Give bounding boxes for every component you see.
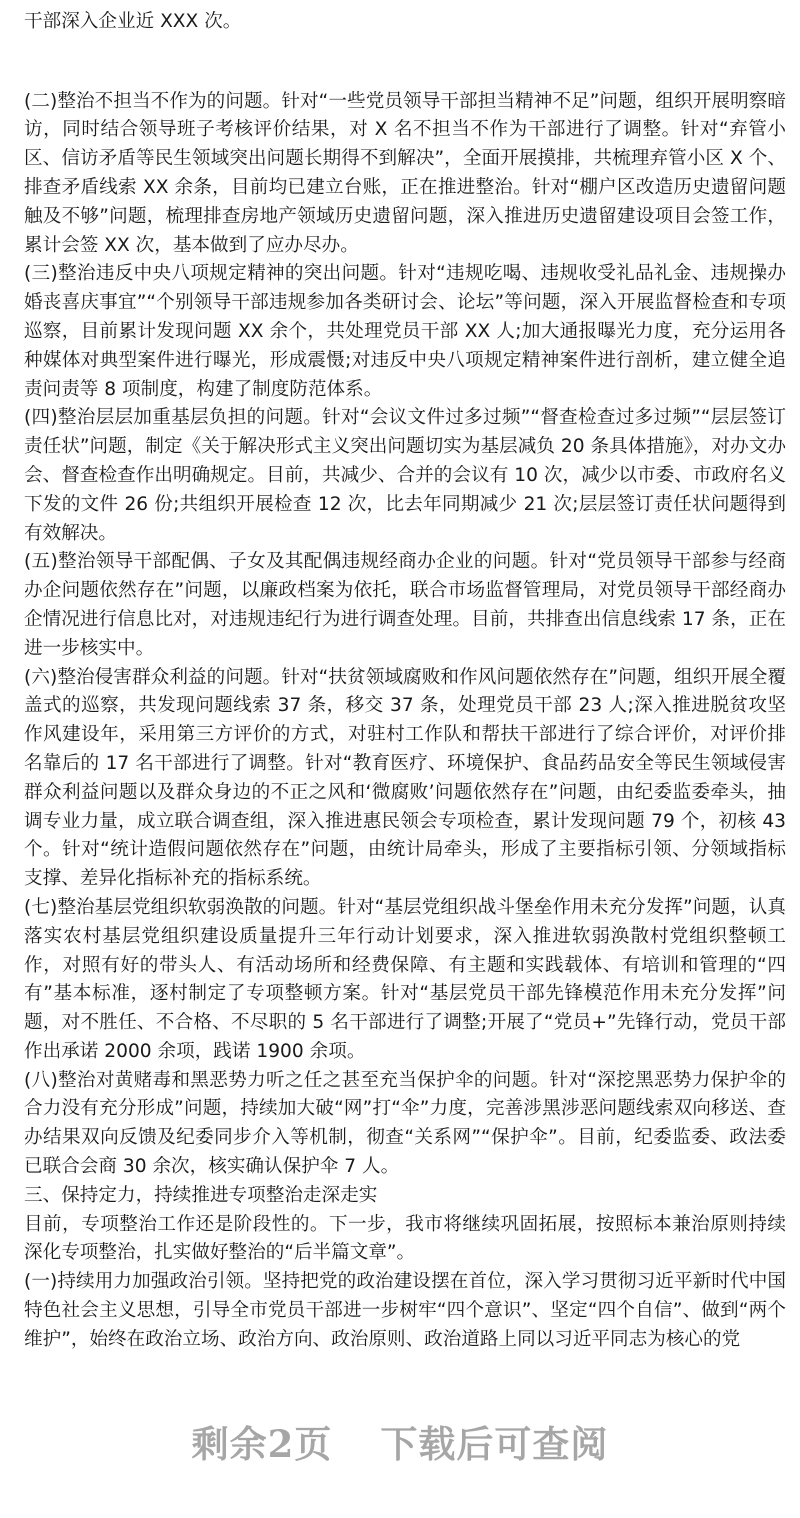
- paragraph-8: (八)整治对黄赌毒和黑恶势力听之任之甚至充当保护伞的问题。针对“深挖黑恶势力保护伞的合力没有充分形成”问题，持续加大破“网”打“伞”力度，完善涉黑涉恶问题线索双向移送、查办结果双向反馈及纪委同步介入等机制，彻查“关系网”“保护伞”。目前，纪委监委、政法委已联合会商 30 余次，核实确认保护伞 7 人。: [24, 1069, 786, 1178]
- download-to-read-more-button[interactable]: [0, 1414, 800, 1468]
- download-label: 下载后可查阅: [380, 1422, 609, 1466]
- paragraph-section-3-intro: 目前，专项整治工作还是阶段性的。下一步，我市将继续巩固拓展，按照标本兼治原则持续深化专项整治，扎实做好整治的“后半篇文章”。: [24, 1213, 786, 1264]
- paragraph-6: (六)整治侵害群众利益的问题。针对“扶贫领域腐败和作风问题依然存在”问题，组织开展全覆盖式的巡察，共发现问题线索 37 条，移交 37 条，处理党员干部 23 人;深入推进脱贫攻坚作风建设年，采用第三方评价的方式，对驻村工作队和帮扶干部进行了综合评价，对评价排名靠后的 17 名干部进行了调整。针对“教育医疗、环境保护、食品药品安全等民生领域侵害群众利益问题以及群众身边的不正之风和‘微腐败’问题依然存在”问题，由纪委监委牵头，抽调专业力量，成立联合调查组，深入推进惠民领会专项检查，累计发现问题 79 个，初核 43 个。针对“统计造假问题依然存在”问题，由统计局牵头，形成了主要指标引领、分领域指标支撑、差异化指标补充的指标系统。: [24, 666, 786, 890]
- paragraph-section-3-1: (一)持续用力加强政治引领。坚持把党的政治建设摆在首位，深入学习贯彻习近平新时代中国特色社会主义思想，引导全市党员干部进一步树牢“四个意识”、坚定“四个自信”、做到“两个维护”，始终在政治立场、政治方向、政治原则、政治道路上同以习近平同志为核心的党: [24, 1271, 786, 1350]
- section-heading-3: 三、保持定力，持续推进专项整治走深走实: [24, 1184, 378, 1206]
- remaining-pages-label: 剩余2页: [191, 1422, 333, 1466]
- paragraph-3: (三)整治违反中央八项规定精神的突出问题。针对“违规吃喝、违规收受礼品礼金、违规操办婚丧喜庆事宜”“个别领导干部违规参加各类研讨会、论坛”等问题，深入开展监督检查和专项巡察，目前累计发现问题 XX 余个，共处理党员干部 XX 人;加大通报曝光力度，充分运用各种媒体对典型案件进行曝光，形成震慑;对违反中央八项规定精神案件进行剖析，建立健全追责问责等 8 项制度，构建了制度防范体系。: [24, 263, 786, 400]
- paragraph-2: (二)整治不担当不作为的问题。针对“一些党员领导干部担当精神不足”问题，组织开展明察暗访，同时结合领导班子考核评价结果，对 X 名不担当不作为干部进行了调整。针对“弃管小区、信访矛盾等民生领域突出问题长期得不到解决”，全面开展摸排，共梳理弃管小区 X 个、排查矛盾线索 XX 余条，目前均已建立台账，正在推进整治。针对“棚户区改造历史遗留问题触及不够”问题，梳理排查房地产领域历史遗留问题，深入推进历史遗留建设项目会签工作，累计会签 XX 次，基本做到了应办尽办。: [24, 90, 786, 256]
- paragraph-5: (五)整治领导干部配偶、子女及其配偶违规经商办企业的问题。针对“党员领导干部参与经商办企问题依然存在”问题，以廉政档案为依托，联合市场监督管理局，对党员领导干部经商办企情况进行信息比对，对违规违纪行为进行调查处理。目前，共排查出信息线索 17 条，正在进一步核实中。: [24, 551, 786, 659]
- paragraph-intro-tail: 干部深入企业近 XXX 次。: [24, 10, 242, 32]
- paragraph-7: (七)整治基层党组织软弱涣散的问题。针对“基层党组织战斗堡垒作用未充分发挥”问题，认真落实农村基层党组织建设质量提升三年行动计划要求，深入推进软弱涣散村党组织整顿工作，对照有好的带头人、有活动场所和经费保障、有主题和实践载体、有培训和管理的“四有”基本标准，逐村制定了专项整顿方案。针对“基层党员干部先锋模范作用未充分发挥”问题，对不胜任、不合格、不尽职的 5 名干部进行了调整;开展了“党员+”先锋行动，党员干部作出承诺 2000 余项，践诺 1900 余项。: [24, 896, 786, 1062]
- document-body: [24, 0, 786, 1355]
- paragraph-4: (四)整治层层加重基层负担的问题。针对“会议文件过多过频”“督查检查过多过频”“层层签订责任状”问题，制定《关于解决形式主义突出问题切实为基层减负 20 条具体措施》，对办文办会、督查检查作出明确规定。目前，共减少、合并的会议有 10 次，减少以市委、市政府名义下发的文件 26 份;共组织开展检查 12 次，比去年同期减少 21 次;层层签订责任状问题得到有效解决。: [24, 407, 786, 544]
